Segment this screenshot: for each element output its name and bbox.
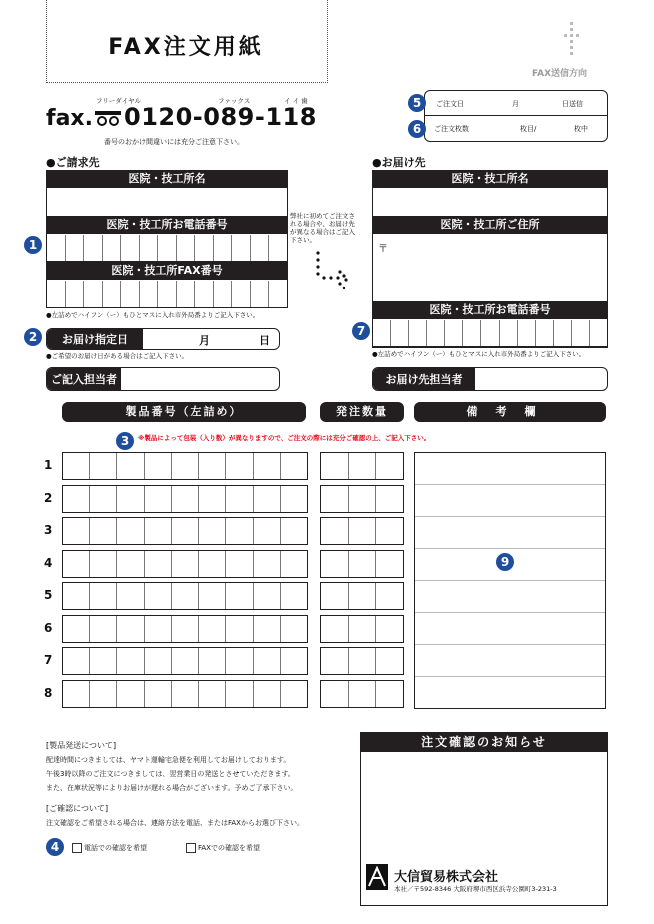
delivery-date-field[interactable] [46, 328, 280, 350]
product-number-field[interactable] [62, 485, 308, 513]
shipping-line-2: 午後3時以降のご注文につきましては、翌営業日の発送とさせていただきます。 [46, 770, 295, 778]
marker-2: 2 [24, 328, 42, 346]
delivery-address-field[interactable] [373, 235, 607, 299]
delivery-clinic-name-bar: 医院・技工所名 [372, 170, 608, 188]
billing-fax-grid[interactable] [46, 281, 288, 308]
row-number: 7 [44, 653, 53, 667]
delivery-note: ●左詰めでハイフン（ー）もひとマスに入れ市外局番よりご記入下さい。 [372, 350, 586, 358]
ruby-iiha: イ イ 歯 [284, 97, 308, 105]
quantity-field[interactable] [320, 680, 404, 708]
billing-heading: ●ご請求先 [46, 156, 100, 169]
fax-direction-icon [560, 22, 584, 58]
order-pages-a: 枚目/ [520, 125, 537, 133]
marker-3: 3 [116, 432, 134, 450]
delivery-clinic-name-field[interactable] [373, 189, 607, 215]
shipping-line-1: 配達時間につきましては、ヤマト運輸宅急便を利用してお届けしております。 [46, 756, 291, 764]
fax-checkbox[interactable] [186, 843, 196, 853]
quantity-field[interactable] [320, 647, 404, 675]
delivery-date-label: お届け指定日 [47, 329, 143, 349]
freedial-icon [94, 110, 122, 132]
quantity-field[interactable] [320, 452, 404, 480]
billing-note: ●左詰めでハイフン（ー）もひとマスに入れ市外局番よりご記入下さい。 [46, 311, 260, 319]
row-number: 1 [44, 458, 53, 472]
quantity-header: 発注数量 [320, 402, 404, 422]
confirm-heading: [ご確認について] [46, 804, 109, 813]
confirm-text: 注文確認をご希望される場合は、連絡方法を電話、またはFAXからお選び下さい。 [46, 819, 304, 827]
fax-option-label: FAXでの確認を希望 [198, 844, 260, 852]
product-notice: ※製品によって包装（入り数）が異なりますので、ご注文の際には充分ご確認の上、ご記入下さい。 [138, 434, 431, 442]
product-number-field[interactable] [62, 452, 308, 480]
remarks-box[interactable] [414, 452, 606, 709]
shipping-heading: [製品発送について] [46, 741, 117, 750]
page-title: FAX注文用紙 [108, 35, 264, 60]
delivery-address-bar: 医院・技工所ご住所 [372, 216, 608, 234]
product-number-field[interactable] [62, 517, 308, 545]
notice-box-title: 注文確認のお知らせ [360, 732, 608, 752]
row-number: 4 [44, 555, 53, 570]
product-number-header: 製品番号（左詰め） [62, 402, 306, 422]
row-number: 6 [44, 620, 53, 635]
product-number-field[interactable] [62, 647, 308, 675]
fax-notice: 番号のおかけ間違いには充分ご注意下さい。 [104, 138, 244, 146]
fax-prefix: fax. [46, 106, 93, 131]
company-name: 大信貿易株式会社 [394, 870, 499, 885]
product-number-field[interactable] [62, 582, 308, 610]
billing-clinic-name-field[interactable] [47, 189, 287, 215]
postal-mark: 〒 [378, 244, 388, 255]
marker-1: 1 [24, 236, 42, 254]
confirm-option-fax[interactable] [186, 843, 260, 853]
delivery-date-month: 月 [199, 334, 210, 347]
quantity-field[interactable] [320, 615, 404, 643]
shipping-line-3: また、在庫状況等によりお届けが遅れる場合がございます。予めご了承下さい。 [46, 784, 298, 792]
quantity-field[interactable] [320, 550, 404, 578]
phone-checkbox[interactable] [72, 843, 82, 853]
order-date-label: ご注文日 [436, 100, 464, 108]
billing-phone-grid[interactable] [46, 235, 288, 262]
row-number: 3 [44, 523, 53, 537]
person-field[interactable] [46, 367, 280, 391]
quantity-field[interactable] [320, 582, 404, 610]
fax-direction-label: FAX送信方向 [532, 69, 588, 79]
company-address: 本社／〒592-8346 大阪府堺市西区浜寺公園町3-231-3 [394, 885, 557, 893]
billing-clinic-name-bar: 医院・技工所名 [46, 170, 288, 188]
ruby-fax: ファックス [218, 97, 251, 105]
quantity-field[interactable] [320, 485, 404, 513]
product-number-field[interactable] [62, 680, 308, 708]
fax-number: 0120-089-118 [124, 103, 317, 131]
delivery-phone-bar: 医院・技工所お電話番号 [372, 301, 608, 319]
person-label: ご記入担当者 [47, 368, 121, 390]
remarks-header: 備考欄 [414, 402, 606, 422]
company-logo-icon [366, 864, 388, 894]
row-number: 2 [44, 490, 53, 505]
confirm-option-phone[interactable] [72, 843, 147, 853]
phone-option-label: 電話での確認を希望 [84, 844, 147, 852]
delivery-date-note: ●ご希望のお届け日がある場合はご記入下さい。 [46, 352, 189, 360]
ruby-free-dial: フリーダイヤル [96, 97, 142, 105]
middle-note: 弊社に初めてご注文される場合や、お届け先が異なる場合はご記入下さい。 [290, 212, 355, 244]
marker-7: 7 [352, 322, 370, 340]
order-pages-b: 枚中 [574, 125, 588, 133]
product-number-field[interactable] [62, 550, 308, 578]
marker-9: 9 [496, 553, 514, 571]
billing-fax-bar: 医院・技工所FAX番号 [46, 262, 288, 280]
delivery-phone-grid[interactable] [372, 320, 608, 347]
delivery-person-field[interactable] [372, 367, 608, 391]
marker-4: 4 [46, 838, 64, 856]
delivery-person-label: お届け先担当者 [373, 368, 475, 390]
product-number-field[interactable] [62, 615, 308, 643]
arrow-right-icon [312, 250, 356, 294]
marker-5: 5 [408, 94, 426, 112]
order-info-box [424, 90, 608, 142]
delivery-date-day: 日 [259, 334, 270, 347]
order-date-month: 月 [512, 100, 519, 108]
billing-phone-bar: 医院・技工所お電話番号 [46, 216, 288, 234]
quantity-field[interactable] [320, 517, 404, 545]
row-number: 5 [44, 588, 53, 602]
marker-6: 6 [408, 120, 426, 138]
row-number: 8 [44, 685, 53, 700]
order-date-day: 日送信 [562, 100, 583, 108]
order-pages-label: ご注文枚数 [434, 125, 469, 133]
order-info-divider [424, 115, 608, 116]
delivery-heading: ●お届け先 [372, 156, 426, 169]
